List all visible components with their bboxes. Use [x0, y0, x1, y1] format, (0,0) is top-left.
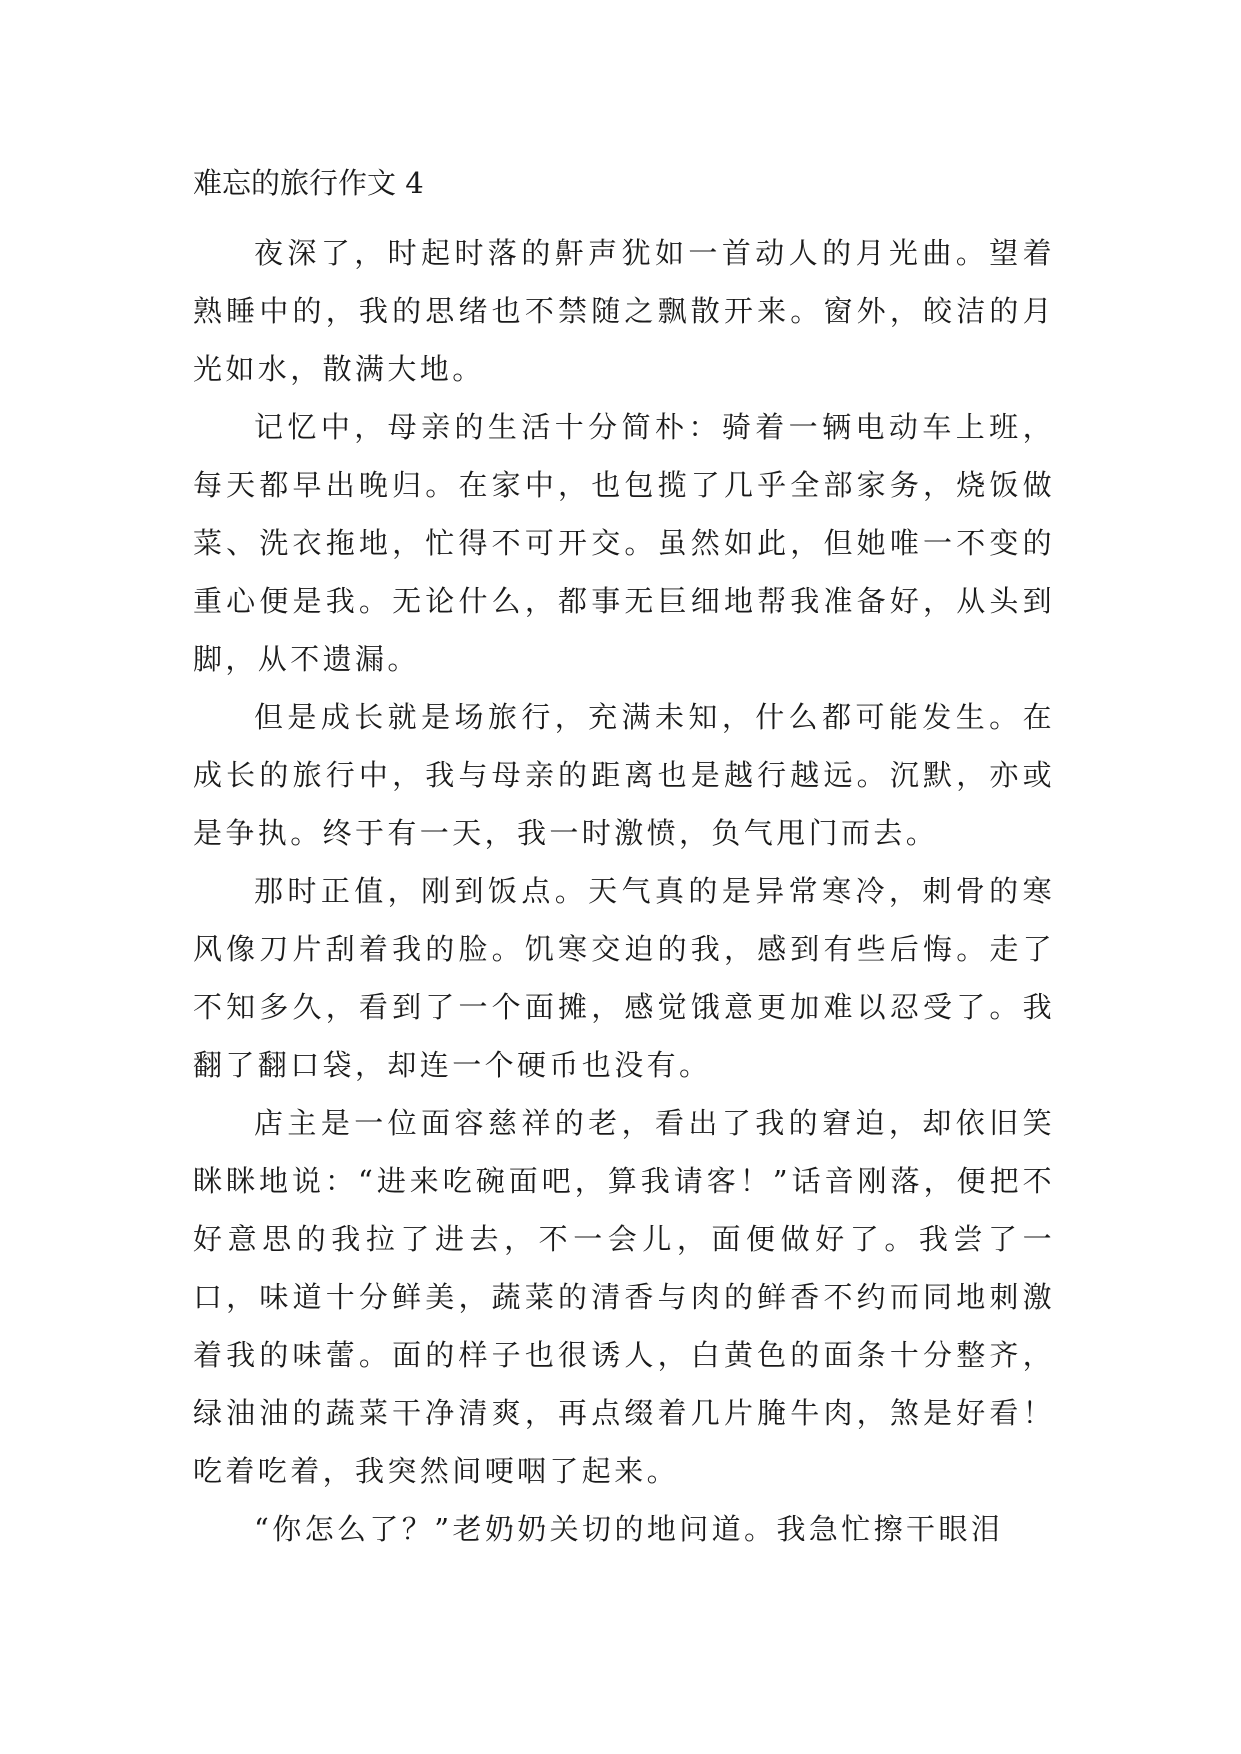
paragraph-6: “你怎么了？”老奶奶关切的地问道。我急忙擦干眼泪: [254, 1512, 1004, 1546]
document-page: [193, 168, 1055, 1558]
document-title: 难忘的旅行作文 4: [193, 166, 424, 200]
paragraph-2: 记忆中，母亲的生活十分简朴：骑着一辆电动车上班，每天都早出晚归。在家中，也包揽了几乎全部家务，烧饭做菜、洗衣拖地，忙得不可开交。虽然如此，但她唯一不变的重心便是我。无论什么，都事无巨细地帮我准备好，从头到脚，从不遗漏。: [193, 410, 1055, 676]
paragraph-1: 夜深了，时起时落的鼾声犹如一首动人的月光曲。望着熟睡中的，我的思绪也不禁随之飘散开来。窗外，皎洁的月光如水，散满大地。: [193, 236, 1055, 386]
paragraph-4: 那时正值，刚到饭点。天气真的是异常寒冷，刺骨的寒风像刀片刮着我的脸。饥寒交迫的我，感到有些后悔。走了不知多久，看到了一个面摊，感觉饿意更加难以忍受了。我翻了翻口袋，却连一个硬币也没有。: [193, 874, 1055, 1082]
paragraph-5: 店主是一位面容慈祥的老，看出了我的窘迫，却依旧笑眯眯地说：“进来吃碗面吧，算我请客！”话音刚落，便把不好意思的我拉了进去，不一会儿，面便做好了。我尝了一口，味道十分鲜美，蔬菜的清香与肉的鲜香不约而同地刺激着我的味蕾。面的样子也很诱人，白黄色的面条十分整齐，绿油油的蔬菜干净清爽，再点缀着几片腌牛肉，煞是好看！吃着吃着，我突然间哽咽了起来。: [193, 1106, 1055, 1488]
paragraph-3: 但是成长就是场旅行，充满未知，什么都可能发生。在成长的旅行中，我与母亲的距离也是越行越远。沉默，亦或是争执。终于有一天，我一时激愤，负气甩门而去。: [193, 700, 1055, 850]
